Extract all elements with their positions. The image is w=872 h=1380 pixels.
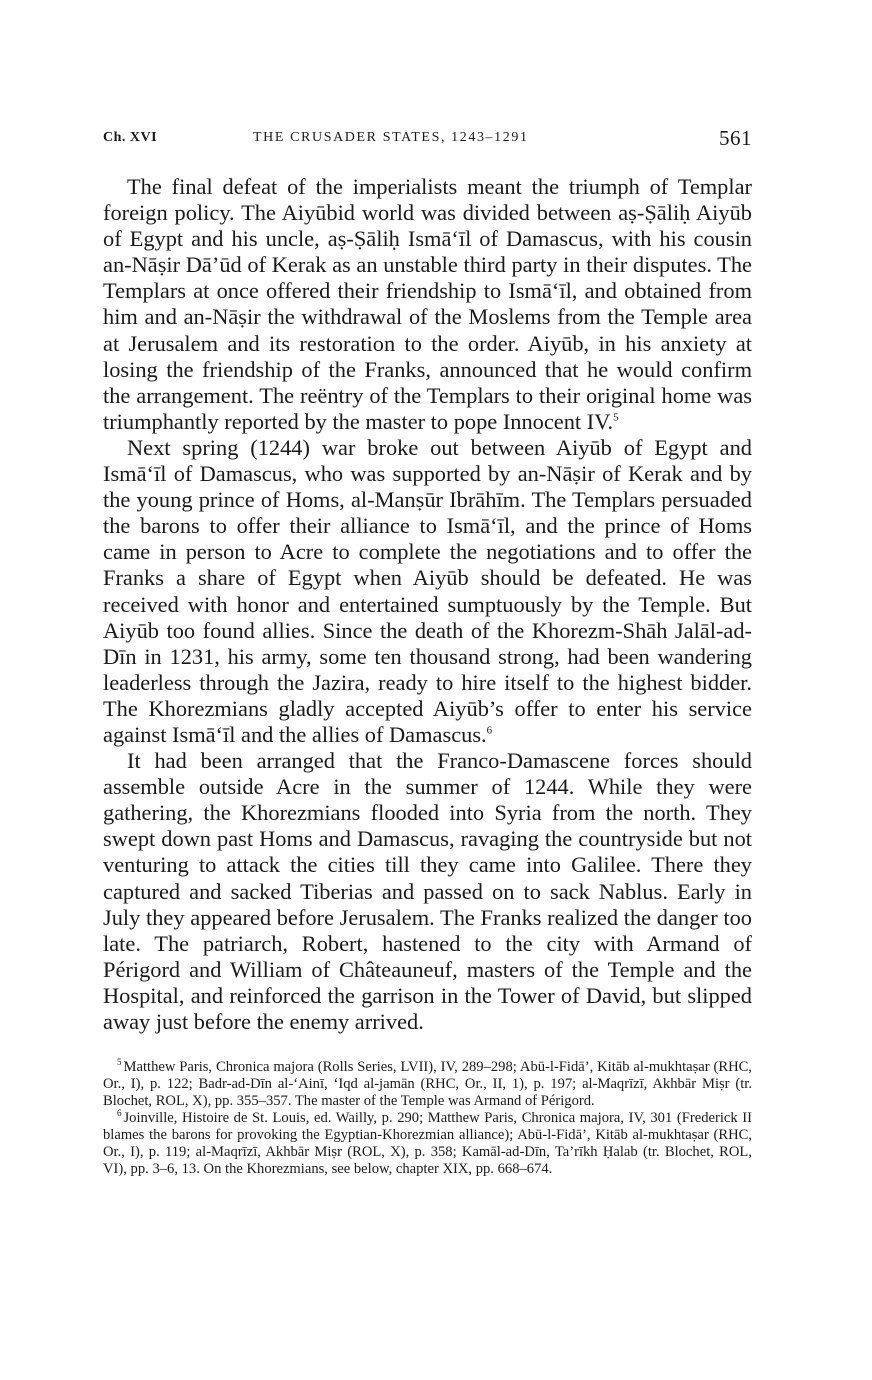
- footnote: [103, 1059, 752, 1110]
- footnote-mark: 6: [117, 1107, 122, 1118]
- paragraph: [103, 435, 752, 748]
- footnotes: [103, 1059, 752, 1177]
- paragraph: [103, 748, 752, 1035]
- footnote-text: Matthew Paris, Chronica majora (Rolls Series, LVII), IV, 289–298; Abū-l-Fidā’, Kitāb al-mukhtaṣar (RHC, Or., I), p. 122; Badr-ad-Dīn al-‘Ainī, ‘Iqd al-jamān (RHC, Or., II, 1), p. 197; al-Maqrīzī, Akhbār Miṣr (tr. Blochet, ROL, X), pp. 355–357. The master of the Temple was Armand of Périgord.: [103, 1059, 752, 1109]
- footnote-mark: 5: [117, 1057, 122, 1068]
- running-head: [103, 126, 752, 156]
- footnote-reference: 5: [613, 411, 619, 424]
- book-page: [103, 126, 752, 1177]
- paragraph-text: Next spring (1244) war broke out between Aiyūb of Egypt and Ismā‘īl of Damascus, who was supported by an-Nāṣir of Kerak and by the young prince of Homs, al-Manṣūr Ibrāhīm. The Templars persuaded the barons to offer their alliance to Ismā‘īl, and the prince of Homs came in person to Acre to complete the negotiations and to offer the Franks a share of Egypt when Aiyūb should be defeated. He was received with honor and entertained sumptuously by the Temple. But Aiyūb too found allies. Since the death of the Khorezm-Shāh Jalāl-ad-Dīn in 1231, his army, some ten thousand strong, had been wandering leaderless through the Jazira, ready to hire itself to the highest bidder. The Khorezmians gladly accepted Aiyūb’s offer to enter his service against Ismā‘īl and the allies of Damascus.: [103, 434, 752, 747]
- paragraph-text: It had been arranged that the Franco-Damascene forces should assemble outside Acre in the summer of 1244. While they were gathering, the Khorezmians flooded into Syria from the north. They swept down past Homs and Damascus, ravaging the countryside but not venturing to attack the cities till they came into Galilee. There they captured and sacked Tiberias and passed on to sack Nablus. Early in July they appeared before Jerusalem. The Franks realized the danger too late. The patriarch, Robert, hastened to the city with Armand of Périgord and William of Châteauneuf, masters of the Temple and the Hospital, and reinforced the garrison in the Tower of David, but slipped away just before the enemy arrived.: [103, 748, 752, 1034]
- paragraph-text: The final defeat of the imperialists meant the triumph of Templar foreign policy. The Aiyūbid world was divided between aṣ-Ṣāliḥ Aiyūb of Egypt and his uncle, aṣ-Ṣāliḥ Ismā‘īl of Damascus, with his cousin an-Nāṣir Dā’ūd of Kerak as an unstable third party in their disputes. The Templars at once offered their friendship to Ismā‘īl, and obtained from him and an-Nāṣir the withdrawal of the Moslems from the Temple area at Jerusalem and its restoration to the order. Aiyūb, in his anxiety at losing the friendship of the Franks, announced that he would confirm the arrangement. The reëntry of the Templars to their original home was triumphantly reported by the master to pope Innocent IV.: [103, 174, 752, 434]
- body-text: [103, 174, 752, 1035]
- running-title: THE CRUSADER STATES, 1243–1291: [253, 130, 529, 145]
- page-number: 561: [719, 126, 752, 150]
- footnote-text: Joinville, Histoire de St. Louis, ed. Wailly, p. 290; Matthew Paris, Chronica majora, IV, 301 (Frederick II blames the barons for provoking the Egyptian-Khorezmian alliance); Abū-l-Fidā’, Kitāb al-mukhtaṣar (RHC, Or., I), p. 119; al-Maqrīzī, Akhbār Miṣr (ROL, X), p. 358; Kamāl-ad-Dīn, Ta’rīkh Ḥalab (tr. Blochet, ROL, VI), pp. 3–6, 13. On the Khorezmians, see below, chapter XIX, pp. 668–674.: [103, 1109, 752, 1177]
- chapter-label: Ch. XVI: [103, 130, 158, 145]
- paragraph: [103, 174, 752, 435]
- footnote-reference: 6: [486, 724, 493, 737]
- footnote: [103, 1107, 752, 1178]
